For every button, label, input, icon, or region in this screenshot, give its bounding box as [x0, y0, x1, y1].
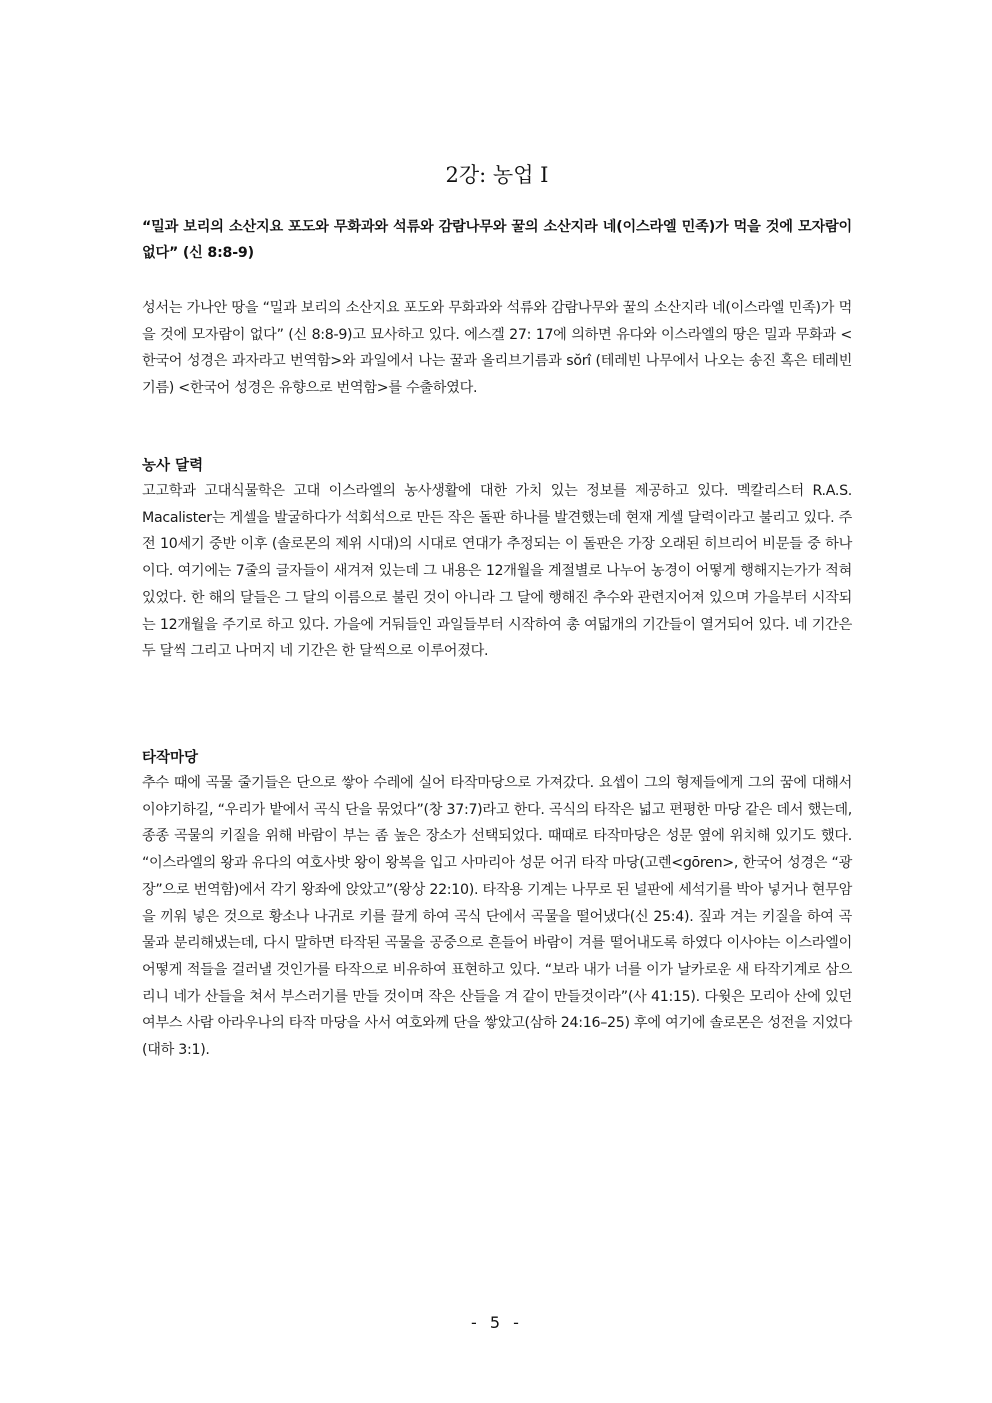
threshing-paragraph: 추수 때에 곡물 줄기들은 단으로 쌓아 수레에 실어 타작마당으로 가져갔다. 요셉이 그의 형제들에게 그의 꿈에 대해서 이야기하길, “우리가 밭에서 곡식 단을 묶었다”(창 37:7)라고 한다. 곡식의 타작은 넓고 편평한 마당 같은 데서 했는데, 종종 곡물의 키질을 위해 바람이 부는 좀 높은 장소가 선택되었다. 때때로 타작마당은 성문 옆에 위치해 있기도 했다. “이스라엘의 왕과 유다의 여호사밧 왕이 왕복을 입고 사마리아 성문 어귀 타작 마당(고렌<gōren>, 한국어 성경은 “광장”으로 번역함)에서 각기 왕좌에 앉았고”(왕상 22:10). 타작용 기계는 나무로 된 널판에 세석기를 박아 넣거나 현무암을 끼워 넣은 것으로 황소나 나귀로 키를 끌게 하여 곡식 단에서 곡물을 떨어냈다(신 25:4). 짚과 겨는 키질을 하여 곡물과 분리해냈는데, 다시 말하면 타작된 곡물을 공중으로 흔들어 바람이 겨를 떨어내도록 하였다 이사야는 이스라엘이 어떻게 적들을 걸러낼 것인가를 타작으로 비유하여 표현하고 있다. “보라 내가 너를 이가 날카로운 새 타작기계로 삼으리니 네가 산들을 쳐서 부스러기를 만들 것이며 작은 산들을 겨 같이 만들것이라”(사 41:15). 다윗은 모리아 산에 있던 여부스 사람 아라우나의 타작 마당을 사서 여호와께 단을 쌓았고(삼하 24:16–25) 후에 여기에 솔로몬은 성전을 지었다(대하 3:1). — [142, 775, 852, 1059]
page-title: 2강: 농업 I — [445, 163, 549, 187]
section-heading-threshing: 타작마당 — [142, 750, 199, 766]
intro-paragraph: 성서는 가나안 땅을 “밀과 보리의 소산지요 포도와 무화과와 석류와 감람나무와 꿀의 소산지라 네(이스라엘 민족)가 먹을 것에 모자람이 없다” (신 8:8-9)고 묘사하고 있다. 에스겔 27: 17에 의하면 유다와 이스라엘의 땅은 밀과 무화과 <한국어 성경은 과자라고 번역함>와 과일에서 나는 꿀과 올리브기름과 sŏrî (테레빈 나무에서 나오는 송진 혹은 테레빈 기름) <한국어 성경은 유향으로 번역함>를 수출하였다. — [142, 300, 852, 397]
section-heading-calendar: 농사 달력 — [142, 458, 204, 474]
page-number: - 5 - — [471, 1313, 523, 1332]
epigraph-quote: “밀과 보리의 소산지요 포도와 무화과와 석류와 감람나무와 꿀의 소산지라 네(이스라엘 민족)가 먹을 것에 모자람이 없다” (신 8:8-9) — [142, 219, 852, 261]
document-page — [142, 0, 852, 1403]
calendar-paragraph: 고고학과 고대식물학은 고대 이스라엘의 농사생활에 대한 가치 있는 정보를 제공하고 있다. 멕칼리스터 R.A.S. Macalister는 게셀을 발굴하다가 석회석으로 만든 작은 돌판 하나를 발견했는데 현재 게셀 달력이라고 불리고 있다. 주전 10세기 중반 이후 (솔로몬의 제위 시대)의 시대로 연대가 추정되는 이 돌판은 가장 오래된 히브리어 비문들 중 하나이다. 여기에는 7줄의 글자들이 새겨져 있는데 그 내용은 12개월을 계절별로 나누어 농경이 어떻게 행해지는가가 적혀 있었다. 한 해의 달들은 그 달의 이름으로 불린 것이 아니라 그 달에 행해진 추수와 관련지어져 있으며 가을부터 시작되는 12개월을 주기로 하고 있다. 가을에 거둬들인 과일들부터 시작하여 총 여덟개의 기간들이 열거되어 있다. 네 기간은 두 달씩 그리고 나머지 네 기간은 한 달씩으로 이루어졌다. — [142, 483, 852, 660]
